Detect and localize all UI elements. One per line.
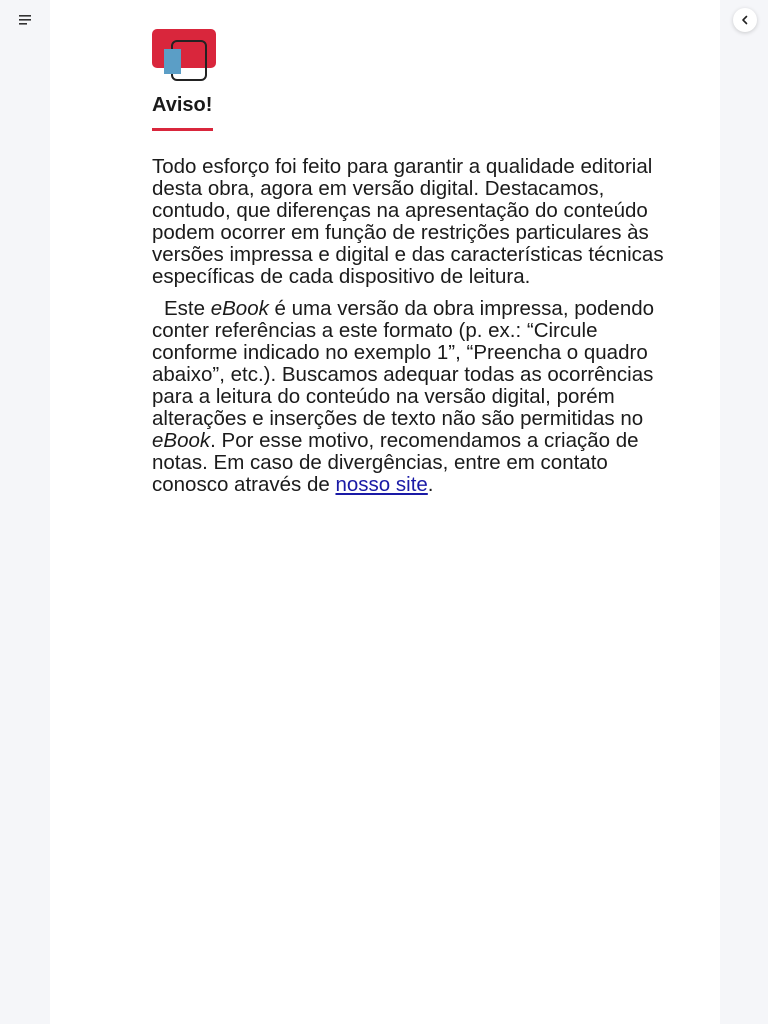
back-button[interactable]: [733, 8, 757, 32]
text-segment: Este: [164, 297, 211, 320]
hamburger-menu-icon: [19, 15, 31, 25]
text-segment: é uma versão da obra impressa, podendo conter referências a este formato (p. ex.: “Circule conforme indicado no exemplo 1”, “Preencha o quadro abaixo”, etc.). Buscamos adequar todas as ocorrências para a leitura do conteúdo na versão digital, porém alterações e inserções de texto não são permitidas no: [152, 297, 655, 430]
notice-title: Aviso!: [152, 94, 213, 116]
notice-body: [152, 156, 672, 506]
notice-paragraph-2: [152, 298, 672, 496]
ebook-term: eBook: [152, 429, 211, 452]
reader-page: [50, 0, 720, 1024]
text-segment: .: [427, 473, 434, 496]
menu-button[interactable]: [14, 10, 36, 30]
text-segment: . Por esse motivo, recomendamos a criação de notas. Em caso de divergências, entre em contato conosco através de: [152, 429, 639, 496]
title-underline: [152, 128, 213, 131]
site-link[interactable]: nosso site: [335, 473, 428, 496]
notice-logo-icon: [152, 29, 216, 81]
chevron-left-icon: [740, 15, 750, 25]
notice-paragraph-1: Todo esforço foi feito para garantir a qualidade editorial desta obra, agora em versão digital. Destacamos, contudo, que diferenças na apresentação do conteúdo podem ocorrer em função de restrições particulares às versões impressa e digital e das características técnicas específicas de cada dispositivo de leitura.: [152, 155, 664, 288]
ebook-term: eBook: [210, 297, 269, 320]
